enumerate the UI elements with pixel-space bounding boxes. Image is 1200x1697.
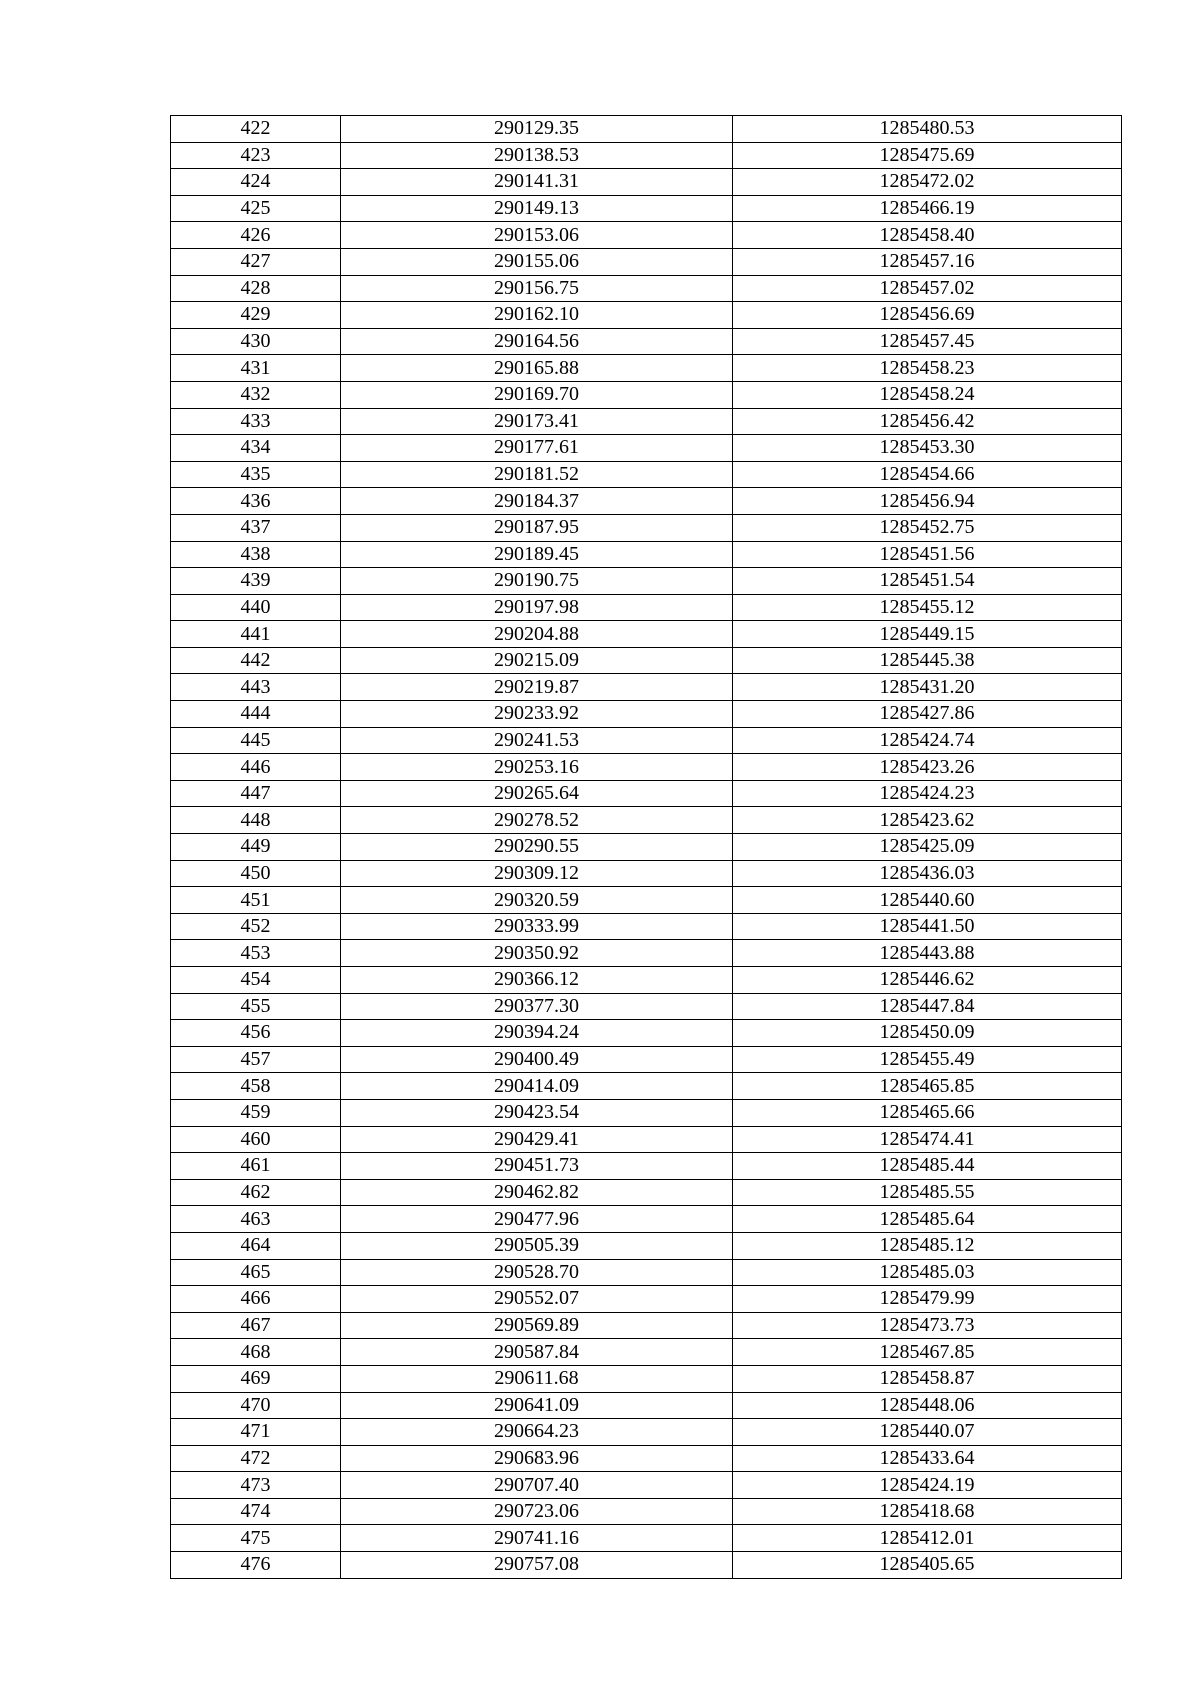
point-number-cell: 466 xyxy=(171,1286,341,1313)
table-row xyxy=(171,461,1122,488)
y-coordinate-cell: 1285436.03 xyxy=(733,860,1122,887)
table-row xyxy=(171,647,1122,674)
x-coordinate-cell: 290587.84 xyxy=(341,1339,733,1366)
point-number-cell: 448 xyxy=(171,807,341,834)
y-coordinate-cell: 1285485.03 xyxy=(733,1259,1122,1286)
x-coordinate-cell: 290350.92 xyxy=(341,940,733,967)
y-coordinate-cell: 1285458.87 xyxy=(733,1365,1122,1392)
x-coordinate-cell: 290233.92 xyxy=(341,701,733,728)
table-row xyxy=(171,1259,1122,1286)
table-row xyxy=(171,568,1122,595)
point-number-cell: 450 xyxy=(171,860,341,887)
point-number-cell: 446 xyxy=(171,754,341,781)
point-number-cell: 434 xyxy=(171,435,341,462)
y-coordinate-cell: 1285457.16 xyxy=(733,248,1122,275)
x-coordinate-cell: 290423.54 xyxy=(341,1099,733,1126)
x-coordinate-cell: 290219.87 xyxy=(341,674,733,701)
y-coordinate-cell: 1285431.20 xyxy=(733,674,1122,701)
x-coordinate-cell: 290414.09 xyxy=(341,1073,733,1100)
point-number-cell: 437 xyxy=(171,514,341,541)
point-number-cell: 436 xyxy=(171,488,341,515)
point-number-cell: 430 xyxy=(171,328,341,355)
x-coordinate-cell: 290153.06 xyxy=(341,222,733,249)
x-coordinate-cell: 290528.70 xyxy=(341,1259,733,1286)
point-number-cell: 460 xyxy=(171,1126,341,1153)
x-coordinate-cell: 290320.59 xyxy=(341,887,733,914)
point-number-cell: 467 xyxy=(171,1312,341,1339)
point-number-cell: 443 xyxy=(171,674,341,701)
table-row xyxy=(171,328,1122,355)
y-coordinate-cell: 1285466.19 xyxy=(733,195,1122,222)
y-coordinate-cell: 1285445.38 xyxy=(733,647,1122,674)
point-number-cell: 452 xyxy=(171,913,341,940)
point-number-cell: 456 xyxy=(171,1020,341,1047)
point-number-cell: 424 xyxy=(171,169,341,196)
table-row xyxy=(171,381,1122,408)
table-row xyxy=(171,541,1122,568)
x-coordinate-cell: 290683.96 xyxy=(341,1445,733,1472)
x-coordinate-cell: 290189.45 xyxy=(341,541,733,568)
point-number-cell: 442 xyxy=(171,647,341,674)
table-row xyxy=(171,1286,1122,1313)
point-number-cell: 438 xyxy=(171,541,341,568)
coordinate-table xyxy=(170,115,1122,1579)
x-coordinate-cell: 290333.99 xyxy=(341,913,733,940)
y-coordinate-cell: 1285425.09 xyxy=(733,834,1122,861)
point-number-cell: 432 xyxy=(171,381,341,408)
y-coordinate-cell: 1285473.73 xyxy=(733,1312,1122,1339)
y-coordinate-cell: 1285449.15 xyxy=(733,621,1122,648)
table-row xyxy=(171,727,1122,754)
point-number-cell: 468 xyxy=(171,1339,341,1366)
x-coordinate-cell: 290723.06 xyxy=(341,1498,733,1525)
x-coordinate-cell: 290204.88 xyxy=(341,621,733,648)
y-coordinate-cell: 1285412.01 xyxy=(733,1525,1122,1552)
table-row xyxy=(171,408,1122,435)
point-number-cell: 444 xyxy=(171,701,341,728)
y-coordinate-cell: 1285451.54 xyxy=(733,568,1122,595)
table-row xyxy=(171,302,1122,329)
table-row xyxy=(171,1126,1122,1153)
point-number-cell: 447 xyxy=(171,780,341,807)
table-row xyxy=(171,993,1122,1020)
point-number-cell: 475 xyxy=(171,1525,341,1552)
y-coordinate-cell: 1285475.69 xyxy=(733,142,1122,169)
x-coordinate-cell: 290165.88 xyxy=(341,355,733,382)
y-coordinate-cell: 1285485.55 xyxy=(733,1179,1122,1206)
x-coordinate-cell: 290253.16 xyxy=(341,754,733,781)
x-coordinate-cell: 290278.52 xyxy=(341,807,733,834)
y-coordinate-cell: 1285485.12 xyxy=(733,1232,1122,1259)
point-number-cell: 462 xyxy=(171,1179,341,1206)
table-row xyxy=(171,1498,1122,1525)
x-coordinate-cell: 290184.37 xyxy=(341,488,733,515)
point-number-cell: 431 xyxy=(171,355,341,382)
table-row xyxy=(171,195,1122,222)
y-coordinate-cell: 1285440.07 xyxy=(733,1419,1122,1446)
y-coordinate-cell: 1285447.84 xyxy=(733,993,1122,1020)
table-row xyxy=(171,674,1122,701)
point-number-cell: 451 xyxy=(171,887,341,914)
point-number-cell: 441 xyxy=(171,621,341,648)
point-number-cell: 473 xyxy=(171,1472,341,1499)
point-number-cell: 461 xyxy=(171,1153,341,1180)
y-coordinate-cell: 1285457.02 xyxy=(733,275,1122,302)
x-coordinate-cell: 290181.52 xyxy=(341,461,733,488)
table-row xyxy=(171,222,1122,249)
x-coordinate-cell: 290552.07 xyxy=(341,1286,733,1313)
x-coordinate-cell: 290569.89 xyxy=(341,1312,733,1339)
table-row xyxy=(171,1232,1122,1259)
table-row xyxy=(171,1099,1122,1126)
x-coordinate-cell: 290129.35 xyxy=(341,116,733,143)
point-number-cell: 428 xyxy=(171,275,341,302)
x-coordinate-cell: 290451.73 xyxy=(341,1153,733,1180)
table-row xyxy=(171,887,1122,914)
y-coordinate-cell: 1285458.24 xyxy=(733,381,1122,408)
table-row xyxy=(171,169,1122,196)
point-number-cell: 471 xyxy=(171,1419,341,1446)
table-row xyxy=(171,913,1122,940)
point-number-cell: 445 xyxy=(171,727,341,754)
table-row xyxy=(171,940,1122,967)
y-coordinate-cell: 1285472.02 xyxy=(733,169,1122,196)
y-coordinate-cell: 1285479.99 xyxy=(733,1286,1122,1313)
table-row xyxy=(171,1365,1122,1392)
x-coordinate-cell: 290400.49 xyxy=(341,1046,733,1073)
y-coordinate-cell: 1285457.45 xyxy=(733,328,1122,355)
point-number-cell: 435 xyxy=(171,461,341,488)
x-coordinate-cell: 290177.61 xyxy=(341,435,733,462)
y-coordinate-cell: 1285456.69 xyxy=(733,302,1122,329)
table-row xyxy=(171,116,1122,143)
table-row xyxy=(171,435,1122,462)
table-row xyxy=(171,780,1122,807)
table-row xyxy=(171,142,1122,169)
x-coordinate-cell: 290138.53 xyxy=(341,142,733,169)
point-number-cell: 453 xyxy=(171,940,341,967)
y-coordinate-cell: 1285454.66 xyxy=(733,461,1122,488)
y-coordinate-cell: 1285440.60 xyxy=(733,887,1122,914)
table-row xyxy=(171,807,1122,834)
x-coordinate-cell: 290477.96 xyxy=(341,1206,733,1233)
y-coordinate-cell: 1285456.42 xyxy=(733,408,1122,435)
point-number-cell: 476 xyxy=(171,1552,341,1579)
x-coordinate-cell: 290664.23 xyxy=(341,1419,733,1446)
y-coordinate-cell: 1285485.44 xyxy=(733,1153,1122,1180)
table-row xyxy=(171,594,1122,621)
point-number-cell: 426 xyxy=(171,222,341,249)
x-coordinate-cell: 290173.41 xyxy=(341,408,733,435)
x-coordinate-cell: 290149.13 xyxy=(341,195,733,222)
x-coordinate-cell: 290377.30 xyxy=(341,993,733,1020)
y-coordinate-cell: 1285452.75 xyxy=(733,514,1122,541)
y-coordinate-cell: 1285480.53 xyxy=(733,116,1122,143)
y-coordinate-cell: 1285450.09 xyxy=(733,1020,1122,1047)
x-coordinate-cell: 290141.31 xyxy=(341,169,733,196)
point-number-cell: 422 xyxy=(171,116,341,143)
y-coordinate-cell: 1285458.40 xyxy=(733,222,1122,249)
x-coordinate-cell: 290190.75 xyxy=(341,568,733,595)
x-coordinate-cell: 290505.39 xyxy=(341,1232,733,1259)
y-coordinate-cell: 1285424.74 xyxy=(733,727,1122,754)
table-row xyxy=(171,754,1122,781)
y-coordinate-cell: 1285446.62 xyxy=(733,967,1122,994)
x-coordinate-cell: 290265.64 xyxy=(341,780,733,807)
y-coordinate-cell: 1285485.64 xyxy=(733,1206,1122,1233)
x-coordinate-cell: 290641.09 xyxy=(341,1392,733,1419)
point-number-cell: 465 xyxy=(171,1259,341,1286)
table-row xyxy=(171,834,1122,861)
point-number-cell: 459 xyxy=(171,1099,341,1126)
y-coordinate-cell: 1285424.23 xyxy=(733,780,1122,807)
table-row xyxy=(171,488,1122,515)
x-coordinate-cell: 290241.53 xyxy=(341,727,733,754)
table-row xyxy=(171,248,1122,275)
table-row xyxy=(171,1445,1122,1472)
point-number-cell: 457 xyxy=(171,1046,341,1073)
table-row xyxy=(171,1153,1122,1180)
table-row xyxy=(171,701,1122,728)
point-number-cell: 425 xyxy=(171,195,341,222)
point-number-cell: 449 xyxy=(171,834,341,861)
x-coordinate-cell: 290156.75 xyxy=(341,275,733,302)
y-coordinate-cell: 1285423.62 xyxy=(733,807,1122,834)
y-coordinate-cell: 1285474.41 xyxy=(733,1126,1122,1153)
x-coordinate-cell: 290169.70 xyxy=(341,381,733,408)
point-number-cell: 472 xyxy=(171,1445,341,1472)
point-number-cell: 439 xyxy=(171,568,341,595)
y-coordinate-cell: 1285455.12 xyxy=(733,594,1122,621)
table-row xyxy=(171,355,1122,382)
point-number-cell: 455 xyxy=(171,993,341,1020)
y-coordinate-cell: 1285465.85 xyxy=(733,1073,1122,1100)
point-number-cell: 469 xyxy=(171,1365,341,1392)
x-coordinate-cell: 290757.08 xyxy=(341,1552,733,1579)
y-coordinate-cell: 1285467.85 xyxy=(733,1339,1122,1366)
point-number-cell: 470 xyxy=(171,1392,341,1419)
y-coordinate-cell: 1285455.49 xyxy=(733,1046,1122,1073)
x-coordinate-cell: 290215.09 xyxy=(341,647,733,674)
coordinate-table-body xyxy=(171,116,1122,1579)
x-coordinate-cell: 290187.95 xyxy=(341,514,733,541)
y-coordinate-cell: 1285423.26 xyxy=(733,754,1122,781)
table-row xyxy=(171,1046,1122,1073)
document-page xyxy=(170,115,1122,1579)
table-row xyxy=(171,1552,1122,1579)
y-coordinate-cell: 1285453.30 xyxy=(733,435,1122,462)
y-coordinate-cell: 1285433.64 xyxy=(733,1445,1122,1472)
table-row xyxy=(171,514,1122,541)
x-coordinate-cell: 290155.06 xyxy=(341,248,733,275)
y-coordinate-cell: 1285456.94 xyxy=(733,488,1122,515)
x-coordinate-cell: 290309.12 xyxy=(341,860,733,887)
x-coordinate-cell: 290290.55 xyxy=(341,834,733,861)
point-number-cell: 458 xyxy=(171,1073,341,1100)
y-coordinate-cell: 1285427.86 xyxy=(733,701,1122,728)
x-coordinate-cell: 290611.68 xyxy=(341,1365,733,1392)
x-coordinate-cell: 290366.12 xyxy=(341,967,733,994)
table-row xyxy=(171,275,1122,302)
point-number-cell: 454 xyxy=(171,967,341,994)
point-number-cell: 463 xyxy=(171,1206,341,1233)
point-number-cell: 474 xyxy=(171,1498,341,1525)
y-coordinate-cell: 1285451.56 xyxy=(733,541,1122,568)
y-coordinate-cell: 1285405.65 xyxy=(733,1552,1122,1579)
point-number-cell: 464 xyxy=(171,1232,341,1259)
y-coordinate-cell: 1285424.19 xyxy=(733,1472,1122,1499)
table-row xyxy=(171,1073,1122,1100)
point-number-cell: 440 xyxy=(171,594,341,621)
table-row xyxy=(171,1020,1122,1047)
x-coordinate-cell: 290197.98 xyxy=(341,594,733,621)
point-number-cell: 423 xyxy=(171,142,341,169)
table-row xyxy=(171,967,1122,994)
table-row xyxy=(171,621,1122,648)
y-coordinate-cell: 1285465.66 xyxy=(733,1099,1122,1126)
y-coordinate-cell: 1285441.50 xyxy=(733,913,1122,940)
x-coordinate-cell: 290707.40 xyxy=(341,1472,733,1499)
x-coordinate-cell: 290162.10 xyxy=(341,302,733,329)
y-coordinate-cell: 1285443.88 xyxy=(733,940,1122,967)
table-row xyxy=(171,1392,1122,1419)
x-coordinate-cell: 290429.41 xyxy=(341,1126,733,1153)
point-number-cell: 427 xyxy=(171,248,341,275)
x-coordinate-cell: 290741.16 xyxy=(341,1525,733,1552)
table-row xyxy=(171,1419,1122,1446)
table-row xyxy=(171,1525,1122,1552)
table-row xyxy=(171,1206,1122,1233)
table-row xyxy=(171,1179,1122,1206)
table-row xyxy=(171,1312,1122,1339)
y-coordinate-cell: 1285418.68 xyxy=(733,1498,1122,1525)
point-number-cell: 429 xyxy=(171,302,341,329)
table-row xyxy=(171,860,1122,887)
x-coordinate-cell: 290462.82 xyxy=(341,1179,733,1206)
table-row xyxy=(171,1472,1122,1499)
x-coordinate-cell: 290394.24 xyxy=(341,1020,733,1047)
table-row xyxy=(171,1339,1122,1366)
point-number-cell: 433 xyxy=(171,408,341,435)
y-coordinate-cell: 1285458.23 xyxy=(733,355,1122,382)
x-coordinate-cell: 290164.56 xyxy=(341,328,733,355)
y-coordinate-cell: 1285448.06 xyxy=(733,1392,1122,1419)
